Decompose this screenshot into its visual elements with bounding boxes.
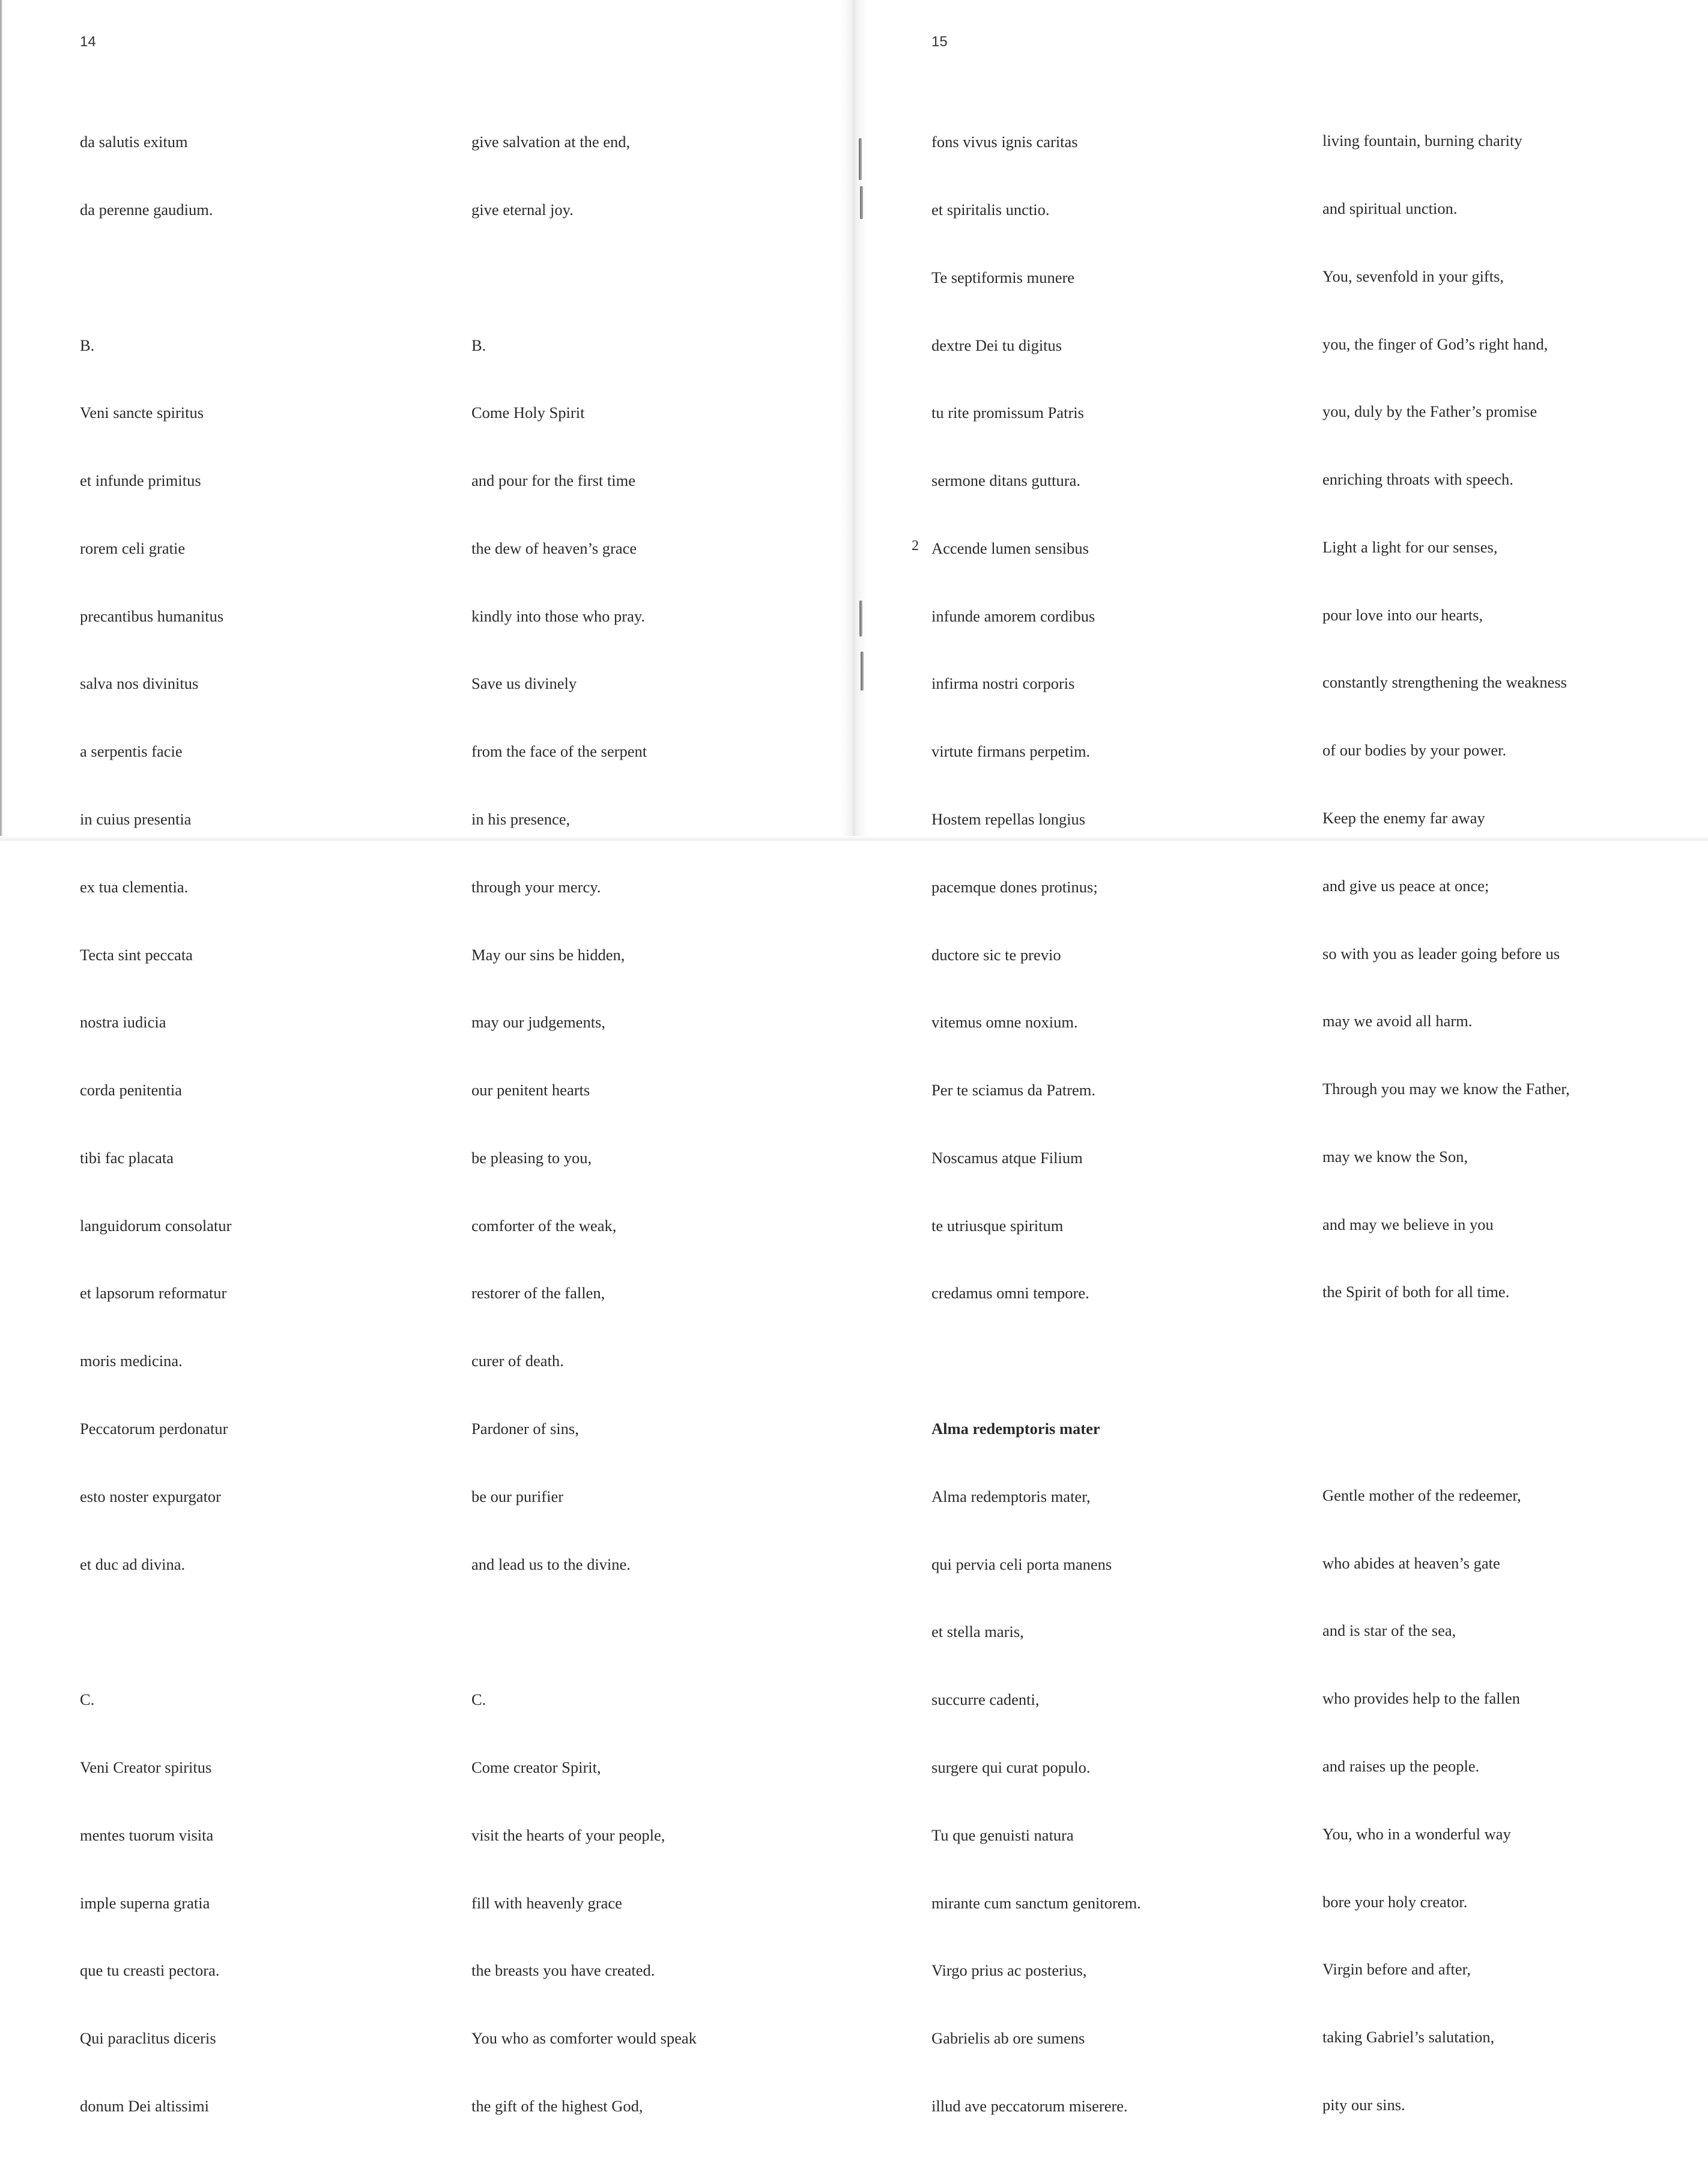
text-line: succurre cadenti, bbox=[931, 1690, 1040, 1709]
text-line: a serpentis facie bbox=[80, 742, 183, 761]
text-line: infirma nostri corporis bbox=[931, 674, 1075, 693]
text-line: ex tua clementia. bbox=[80, 877, 189, 896]
text-line: fill with heavenly grace bbox=[471, 1893, 622, 1912]
text-line: Peccatorum perdonatur bbox=[80, 1420, 228, 1438]
text-line: may we avoid all harm. bbox=[1322, 1012, 1473, 1030]
text-line: que tu creasti pectora. bbox=[80, 1961, 220, 1980]
stanza-break bbox=[80, 1621, 231, 1644]
text-line: through your mercy. bbox=[471, 877, 601, 896]
text-line: et spiritalis unctio. bbox=[931, 200, 1050, 219]
text-line: and spiritual unction. bbox=[1322, 199, 1458, 217]
text-line: give salvation at the end, bbox=[471, 133, 631, 151]
section-label: C. bbox=[80, 1690, 95, 1709]
text-line: languidorum consolatur bbox=[80, 1216, 232, 1235]
text-line: credamus omni tempore. bbox=[931, 1284, 1089, 1302]
text-line: enriching throats with speech. bbox=[1322, 470, 1513, 489]
text-line: fons vivus ignis caritas bbox=[931, 133, 1078, 151]
text-line: the gift of the highest God, bbox=[471, 2096, 643, 2115]
text-line: ductore sic te previo bbox=[931, 945, 1061, 964]
text-line: taking Gabriel’s salutation, bbox=[1322, 2028, 1495, 2047]
text-line: Per te sciamus da Patrem. bbox=[931, 1081, 1096, 1100]
text-line: Tu que genuisti natura bbox=[931, 1826, 1074, 1844]
stanza-break bbox=[1322, 1417, 1570, 1439]
text-line: give eternal joy. bbox=[471, 200, 574, 219]
text-line: You, who in a wonderful way bbox=[1322, 1824, 1511, 1843]
text-line: kindly into those who pray. bbox=[471, 607, 646, 625]
english-text-column bbox=[1322, 85, 1570, 2162]
text-line: curer of death. bbox=[471, 1352, 564, 1370]
text-line: Accende lumen sensibus bbox=[931, 539, 1089, 557]
page-number: 15 bbox=[931, 34, 948, 50]
text-line: Keep the enemy far away bbox=[1322, 809, 1485, 827]
text-line: Qui paraclitus diceris bbox=[80, 2029, 216, 2048]
english-text-column bbox=[471, 86, 697, 2163]
page-left bbox=[0, 0, 854, 2115]
page-number: 14 bbox=[80, 34, 96, 50]
text-line: da perenne gaudium. bbox=[80, 200, 213, 219]
stanza-break bbox=[931, 1350, 1141, 1373]
text-line: precantibus humanitus bbox=[80, 607, 224, 625]
text-line: dextre Dei tu digitus bbox=[931, 336, 1062, 354]
text-line: You who as comforter would speak bbox=[471, 2029, 697, 2048]
stanza-break bbox=[1322, 1349, 1570, 1372]
text-line: May our sins be hidden, bbox=[471, 945, 625, 964]
text-line: infunde amorem cordibus bbox=[931, 607, 1095, 625]
text-line: you, duly by the Father’s promise bbox=[1322, 402, 1537, 421]
text-line: You, sevenfold in your gifts, bbox=[1322, 267, 1504, 285]
text-line: da salutis exitum bbox=[80, 133, 188, 151]
text-line: tu rite promissum Patris bbox=[931, 404, 1084, 422]
text-line: and lead us to the divine. bbox=[471, 1555, 631, 1573]
text-line: Veni sancte spiritus bbox=[80, 404, 204, 422]
text-line: and may we believe in you bbox=[1322, 1215, 1494, 1233]
text-line: Save us divinely bbox=[471, 674, 577, 693]
text-line: Virgo prius ac posterius, bbox=[931, 1961, 1087, 1980]
text-line: Veni Creator spiritus bbox=[80, 1758, 212, 1776]
text-line: Come Holy Spirit bbox=[471, 404, 585, 422]
text-line: in his presence, bbox=[471, 810, 571, 828]
text-line: the dew of heaven’s grace bbox=[471, 539, 637, 557]
text-line: corda penitentia bbox=[80, 1081, 182, 1100]
text-line: tibi fac placata bbox=[80, 1148, 174, 1167]
text-line: virtute firmans perpetim. bbox=[931, 742, 1091, 761]
text-line: bore your holy creator. bbox=[1322, 1892, 1468, 1911]
text-line: et infunde primitus bbox=[80, 471, 201, 490]
text-line: so with you as leader going before us bbox=[1322, 944, 1560, 963]
text-line: visit the hearts of your people, bbox=[471, 1826, 665, 1844]
text-line: be pleasing to you, bbox=[471, 1148, 592, 1167]
text-line: our penitent hearts bbox=[471, 1081, 590, 1100]
text-line: imple superna gratia bbox=[80, 1893, 210, 1912]
text-line: Virgin before and after, bbox=[1322, 1960, 1471, 1979]
text-line: Light a light for our senses, bbox=[1322, 537, 1498, 556]
text-line: and is star of the sea, bbox=[1322, 1621, 1456, 1640]
text-line: sermone ditans guttura. bbox=[931, 471, 1081, 490]
text-line: esto noster expurgator bbox=[80, 1487, 222, 1505]
text-line: in cuius presentia bbox=[80, 810, 192, 828]
chant-heading: Alma redemptoris mater bbox=[931, 1420, 1100, 1438]
stanza-break bbox=[471, 267, 697, 289]
text-line: and give us peace at once; bbox=[1322, 876, 1489, 895]
text-line: mirante cum sanctum genitorem. bbox=[931, 1893, 1141, 1912]
text-line: pour love into our hearts, bbox=[1322, 605, 1483, 624]
text-line: Gentle mother of the redeemer, bbox=[1322, 1486, 1521, 1504]
text-line: and raises up the people. bbox=[1322, 1756, 1480, 1775]
text-line: surgere qui curat populo. bbox=[931, 1758, 1091, 1776]
text-line: vitemus omne noxium. bbox=[931, 1013, 1078, 1032]
text-line: pacemque dones protinus; bbox=[931, 877, 1098, 896]
text-line: the Spirit of both for all time. bbox=[1322, 1283, 1510, 1301]
text-line: be our purifier bbox=[471, 1487, 564, 1505]
text-line: salva nos divinitus bbox=[80, 674, 199, 693]
text-line: who abides at heaven’s gate bbox=[1322, 1553, 1500, 1572]
text-line: who provides help to the fallen bbox=[1322, 1689, 1520, 1708]
text-line: constantly strengthening the weakness bbox=[1322, 673, 1567, 692]
text-line: Tecta sint peccata bbox=[80, 945, 193, 964]
text-line: nostra iudicia bbox=[80, 1013, 166, 1032]
text-line: et stella maris, bbox=[931, 1623, 1024, 1641]
stanza-break bbox=[80, 267, 231, 289]
text-line: Come creator Spirit, bbox=[471, 1758, 601, 1776]
text-line: qui pervia celi porta manens bbox=[931, 1555, 1112, 1573]
verse-number: 2 bbox=[912, 538, 919, 554]
text-line: you, the finger of God’s right hand, bbox=[1322, 334, 1548, 353]
stanza-break bbox=[471, 1621, 697, 1644]
text-line: Hostem repellas longius bbox=[931, 810, 1086, 828]
text-line: restorer of the fallen, bbox=[471, 1284, 605, 1302]
text-line: et duc ad divina. bbox=[80, 1555, 186, 1573]
section-label: C. bbox=[471, 1690, 486, 1709]
text-line: Pardoner of sins, bbox=[471, 1420, 579, 1438]
text-line: Alma redemptoris mater, bbox=[931, 1487, 1091, 1505]
text-line: of our bodies by your power. bbox=[1322, 741, 1507, 760]
text-line: and pour for the first time bbox=[471, 471, 636, 490]
latin-text-column bbox=[80, 86, 231, 2163]
text-line: pity our sins. bbox=[1322, 2095, 1405, 2114]
text-line: et lapsorum reformatur bbox=[80, 1284, 227, 1302]
text-line: rorem celi gratie bbox=[80, 539, 186, 557]
page-right bbox=[854, 0, 1708, 2115]
text-line: from the face of the serpent bbox=[471, 742, 647, 761]
text-line: may our judgements, bbox=[471, 1013, 605, 1032]
text-line: Te septiformis munere bbox=[931, 268, 1075, 286]
text-line: living fountain, burning charity bbox=[1322, 132, 1522, 150]
text-line: comforter of the weak, bbox=[471, 1216, 617, 1235]
text-line: the breasts you have created. bbox=[471, 1961, 655, 1980]
text-line: Gabrielis ab ore sumens bbox=[931, 2029, 1085, 2048]
latin-text-column bbox=[931, 86, 1141, 2163]
text-line: moris medicina. bbox=[80, 1352, 183, 1370]
text-line: Through you may we know the Father, bbox=[1322, 1080, 1570, 1098]
text-line: Noscamus atque Filium bbox=[931, 1148, 1083, 1167]
text-line: te utriusque spiritum bbox=[931, 1216, 1064, 1235]
text-line: donum Dei altissimi bbox=[80, 2096, 209, 2115]
text-line: mentes tuorum visita bbox=[80, 1826, 214, 1844]
section-label: B. bbox=[80, 336, 95, 354]
text-line: illud ave peccatorum miserere. bbox=[931, 2096, 1128, 2115]
text-line: may we know the Son, bbox=[1322, 1147, 1468, 1166]
section-label: B. bbox=[471, 336, 486, 354]
